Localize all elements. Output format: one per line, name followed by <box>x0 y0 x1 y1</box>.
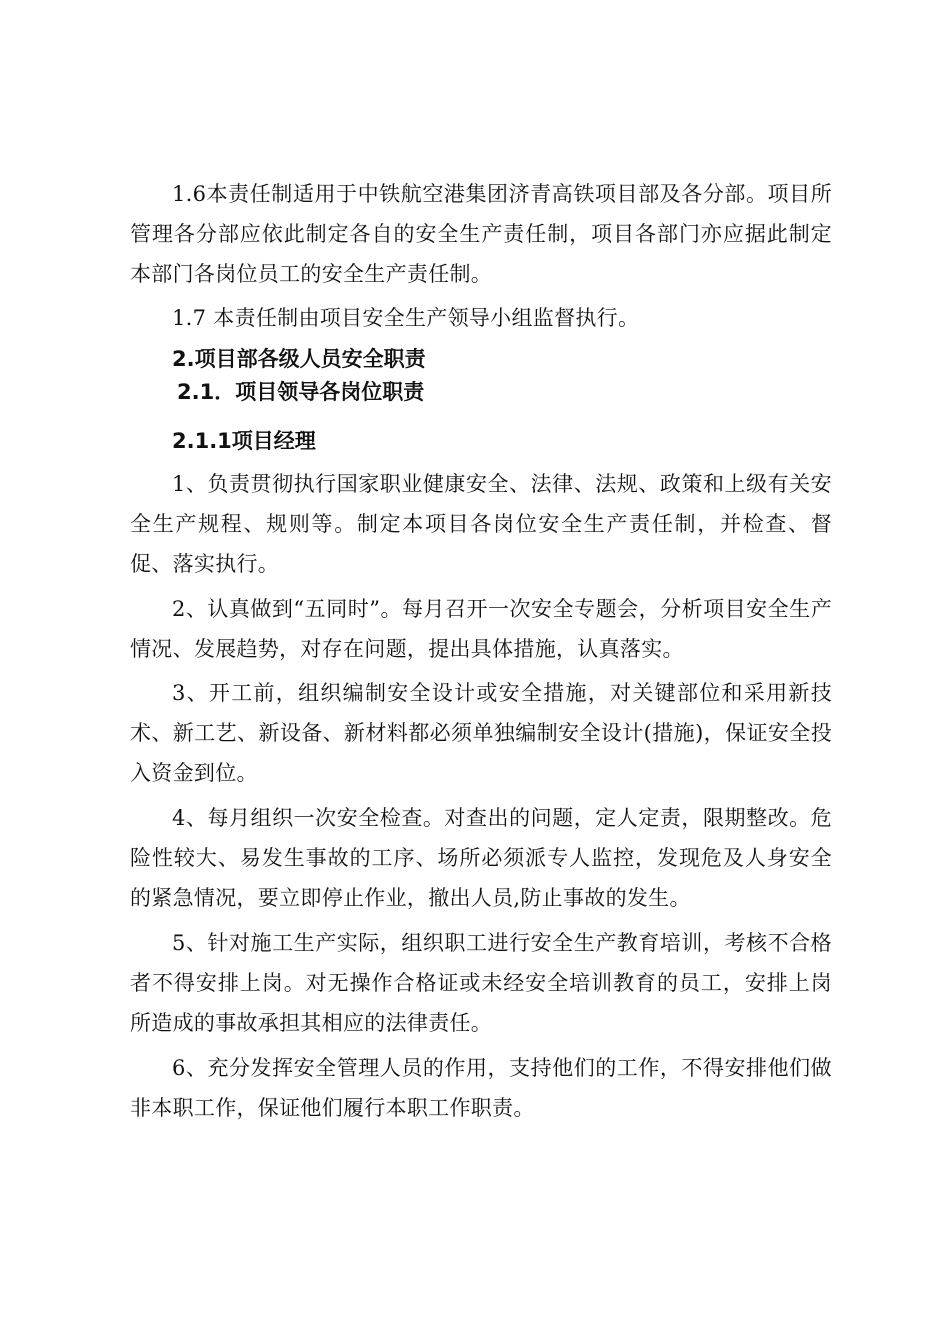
paragraph-1-7: 1.7 本责任制由项目安全生产领导小组监督执行。 <box>172 306 640 330</box>
list-item: 2、认真做到“五同时”。每月召开一次安全专题会，分析项目安全生产情况、发展趋势，对存在问题，提出具体措施，认真落实。 <box>130 597 832 661</box>
section-heading-2-1: 2.1．项目领导各岗位职责 <box>177 380 425 404</box>
list-item: 5、针对施工生产实际，组织职工进行安全生产教育培训，考核不合格者不得安排上岗。对无操作合格证或未经安全培训教育的员工，安排上岗所造成的事故承担其相应的法律责任。 <box>130 931 832 1035</box>
list-item: 6、充分发挥安全管理人员的作用，支持他们的工作，不得安排他们做非本职工作，保证他们履行本职工作职责。 <box>130 1056 832 1120</box>
list-item: 3、开工前，组织编制安全设计或安全措施，对关键部位和采用新技术、新工艺、新设备、新材料都必须单独编制安全设计(措施)，保证安全投入资金到位。 <box>130 681 832 785</box>
section-heading-2-1-1: 2.1.1项目经理 <box>172 429 316 453</box>
list-item: 4、每月组织一次安全检查。对查出的问题，定人定责，限期整改。危险性较大、易发生事故的工序、场所必须派专人监控，发现危及人身安全的紧急情况，要立即停止作业，撤出人员,防止事故的发生。 <box>130 806 832 910</box>
section-heading-2: 2.项目部各级人员安全职责 <box>172 347 426 371</box>
list-item: 1、负责贯彻执行国家职业健康安全、法律、法规、政策和上级有关安全生产规程、规则等。制定本项目各岗位安全生产责任制，并检查、督促、落实执行。 <box>130 472 832 576</box>
paragraph-1-6: 1.6本责任制适用于中铁航空港集团济青高铁项目部及各分部。项目所管理各分部应依此制定各自的安全生产责任制，项目各部门亦应据此制定本部门各岗位员工的安全生产责任制。 <box>130 182 832 286</box>
